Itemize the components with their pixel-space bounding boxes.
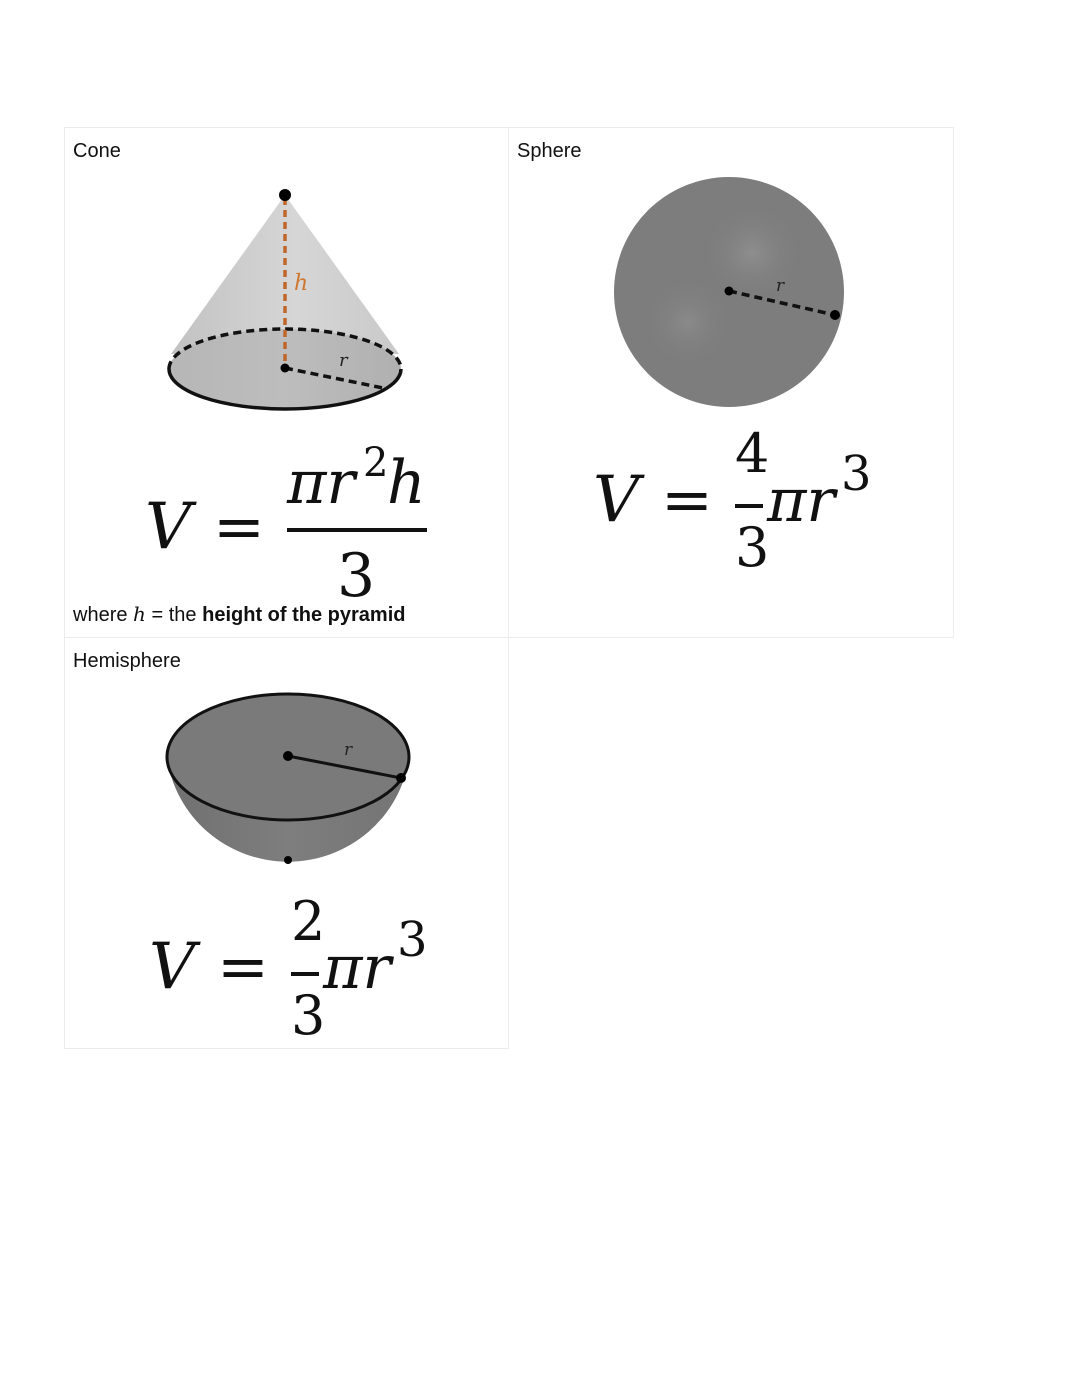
sphere-formula bbox=[509, 418, 955, 588]
svg-text:πr: πr bbox=[767, 466, 836, 536]
radius-label: r bbox=[776, 276, 785, 296]
svg-text:πr: πr bbox=[287, 448, 356, 518]
svg-text:3: 3 bbox=[397, 912, 428, 968]
cone-caption: where h = the height of the pyramid bbox=[73, 602, 406, 626]
svg-text:πr: πr bbox=[323, 933, 392, 1003]
cone-title: Cone bbox=[73, 140, 121, 162]
sphere-title: Sphere bbox=[517, 140, 582, 162]
svg-text:2: 2 bbox=[363, 440, 389, 486]
svg-text:2: 2 bbox=[291, 890, 326, 953]
svg-text:V: V bbox=[149, 930, 196, 1004]
radius-label: r bbox=[344, 740, 353, 760]
hemisphere-diagram bbox=[65, 638, 510, 888]
sphere-cell bbox=[508, 127, 954, 638]
height-label: h bbox=[294, 271, 309, 296]
cone-formula bbox=[65, 428, 510, 611]
svg-text:=: = bbox=[661, 463, 713, 536]
svg-text:V: V bbox=[145, 490, 192, 564]
hemisphere-formula bbox=[65, 888, 510, 1053]
svg-text:=: = bbox=[213, 490, 265, 563]
svg-text:4: 4 bbox=[735, 422, 770, 485]
sphere-diagram bbox=[509, 128, 955, 428]
cone-cell bbox=[64, 127, 509, 638]
hemisphere-cell bbox=[64, 637, 509, 1049]
radius-label: r bbox=[339, 350, 348, 371]
hemisphere-title: Hemisphere bbox=[73, 650, 181, 672]
svg-text:=: = bbox=[217, 930, 269, 1003]
svg-text:3: 3 bbox=[735, 516, 770, 579]
svg-text:3: 3 bbox=[291, 984, 326, 1047]
svg-text:V: V bbox=[593, 463, 640, 537]
shapes-table bbox=[64, 127, 954, 1049]
svg-text:h: h bbox=[387, 448, 426, 518]
svg-text:3: 3 bbox=[841, 446, 872, 502]
svg-text:3: 3 bbox=[337, 541, 376, 611]
